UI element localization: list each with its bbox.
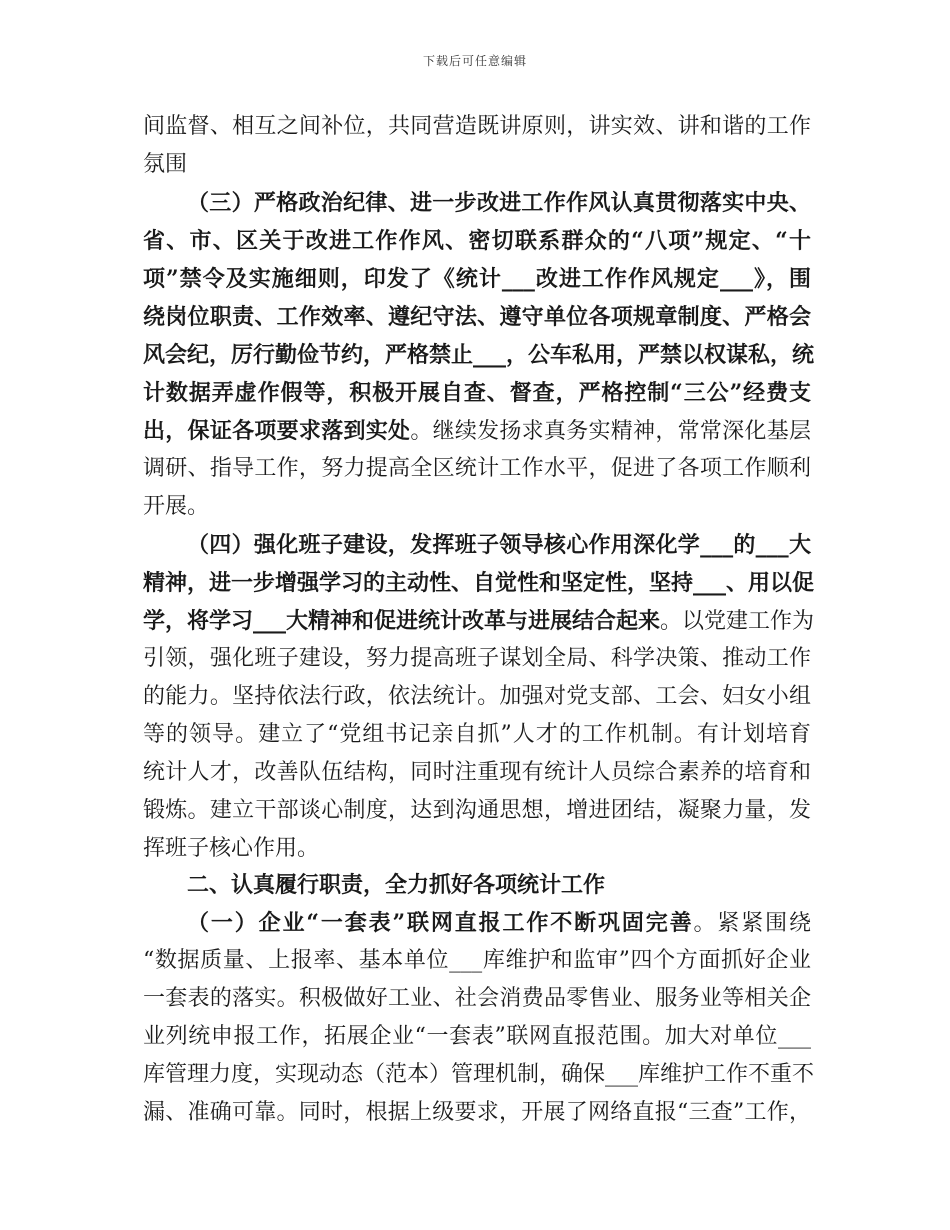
text-line [143,450,811,488]
text-line [143,830,811,868]
plain-text: 氛围 [143,152,188,177]
text-line [143,488,811,526]
plain-text: 。以党建工作为 [660,609,815,634]
bold-text: 项”禁令及实施细则，印发了《统计___改进工作作风规定___》，围 [143,266,811,292]
bold-text: （三）严格政治纪律、进一步改进工作作风认真贯彻落实中央、 [187,190,811,216]
text-line [143,260,811,298]
plain-text: 等的领导。建立了“党组书记亲自抓”人才的工作机制。有计划培育 [143,722,811,747]
plain-text: 间监督、相互之间补位，共同营造既讲原则，讲实效、讲和谐的工作 [143,114,811,139]
text-line [143,678,811,716]
plain-text: 调研、指导工作，努力提高全区统计工作水平，促进了各项工作顺利 [143,456,811,481]
text-line [143,564,815,602]
text-line [143,1018,811,1056]
bold-text: （一）企业“一套表”联网直报工作不断巩固完善 [187,910,694,936]
text-line [187,904,811,942]
plain-text: 。紧紧围绕 [693,911,811,936]
text-line [143,754,811,792]
plain-text: 锻炼。建立干部谈心制度，达到沟通思想，增进团结，凝聚力量，发 [143,798,811,823]
plain-text: 引领，强化班子建设，努力提高班子谋划全局、科学决策、推动工作 [143,646,811,671]
bold-text: 省、市、区关于改进工作作风、密切联系群众的“八项”规定、“十 [143,228,811,254]
bold-text: 绕岗位职责、工作效率、遵纪守法、遵守单位各项规章制度、严格会 [143,304,811,330]
text-line [143,222,811,260]
text-line [143,792,811,830]
text-line [143,942,811,980]
text-line [143,146,811,184]
bold-text: （四）强化班子建设，发挥班子领导核心作用深化学___的___大 [187,532,811,558]
text-line [143,1056,815,1094]
plain-text: 开展。 [143,494,210,519]
plain-text: 挥班子核心作用。 [143,836,320,861]
text-line [143,640,811,678]
plain-text: 。继续发扬求真务实精神，常常深化基层 [410,419,811,444]
text-line [187,526,811,564]
page-header: 下载后可任意编辑 [422,54,527,68]
bold-text: 学，将学习___大精神和促进统计改革与进展结合起来 [143,608,661,634]
text-line [187,866,811,904]
text-line [143,602,815,640]
plain-text: 漏、准确可靠。同时，根据上级要求，开展了网络直报“三查”工作， [143,1100,811,1125]
text-line [143,374,811,412]
text-line [143,412,811,450]
plain-text: 一套表的落实。积极做好工业、社会消费品零售业、服务业等相关企 [143,986,811,1011]
text-line [143,980,811,1018]
text-line [143,336,815,374]
bold-text: 精神，进一步增强学习的主动性、自觉性和坚定性，坚持___、用以促 [143,570,815,596]
text-line [143,298,811,336]
plain-text: 业列统申报工作，拓展企业“一套表”联网直报范围。加大对单位___ [143,1024,811,1049]
plain-text: 统计人才，改善队伍结构，同时注重现有统计人员综合素养的培育和 [143,760,811,785]
text-line [187,184,811,222]
text-line [143,716,811,754]
bold-text: 二、认真履行职责，全力抓好各项统计工作 [187,872,606,898]
bold-text: 出，保证各项要求落到实处 [143,418,411,444]
plain-text: “数据质量、上报率、基本单位___库维护和监审”四个方面抓好企业 [143,948,811,973]
bold-text: 计数据弄虚作假等，积极开展自查、督查，严格控制“三公”经费支 [143,380,811,406]
text-line [143,1094,811,1132]
plain-text: 库管理力度，实现动态（范本）管理机制，确保___库维护工作不重不 [143,1062,815,1087]
text-line [143,108,811,146]
bold-text: 风会纪，厉行勤俭节约，严格禁止___，公车私用，严禁以权谋私，统 [143,342,815,368]
plain-text: 的能力。坚持依法行政，依法统计。加强对党支部、工会、妇女小组 [143,684,811,709]
